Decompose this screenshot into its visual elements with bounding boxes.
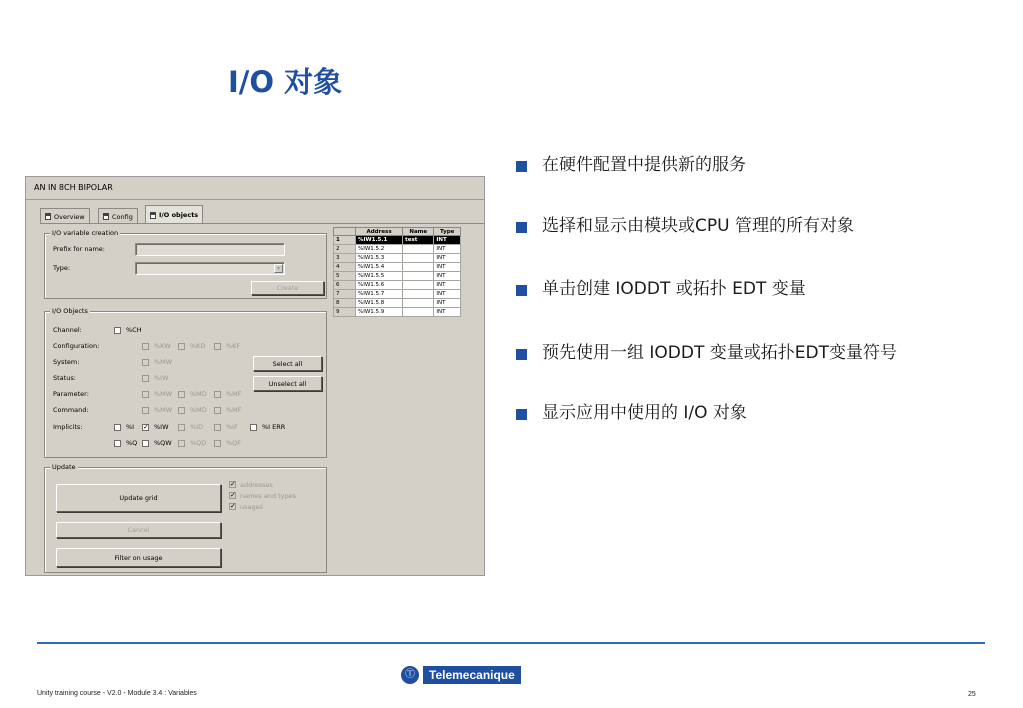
config-kf-checkbox[interactable]	[214, 343, 221, 350]
bullet-square-icon	[516, 285, 527, 296]
course-footer: Unity training course - V2.0 - Module 3.4 : Variables	[37, 690, 197, 697]
group-legend: I/O Objects	[52, 307, 88, 315]
impl-i-label: %I	[126, 423, 135, 431]
system-mw-checkbox[interactable]	[142, 359, 149, 366]
bullet-text: 显示应用中使用的 I/O 对象	[542, 403, 747, 423]
impl-q-checkbox[interactable]	[114, 440, 121, 447]
table-corner	[334, 228, 356, 236]
type-cell: INT	[434, 245, 461, 254]
column-header-address[interactable]: Address	[356, 228, 403, 236]
name-cell[interactable]: test	[403, 236, 434, 245]
bullet-square-icon	[516, 349, 527, 360]
config-kw-checkbox[interactable]	[142, 343, 149, 350]
status-iw-checkbox[interactable]	[142, 375, 149, 382]
slide-title: I/O 对象	[228, 65, 343, 99]
tab-overview[interactable]	[40, 208, 90, 224]
table-row[interactable]	[334, 281, 461, 290]
param-md-label: %MD	[190, 390, 207, 398]
prefix-input[interactable]	[135, 243, 285, 256]
cmd-mw-label: %MW	[154, 406, 173, 414]
logo-wordmark: Telemecanique	[423, 666, 521, 684]
config-kf-label: %KF	[226, 342, 241, 350]
telemecanique-logo	[401, 665, 521, 685]
dropdown-arrow-icon[interactable]: ▾	[274, 264, 283, 273]
tab-io-objects-label: I/O objects	[159, 211, 199, 219]
module-config-window	[25, 176, 485, 576]
create-button[interactable]: Create	[251, 281, 324, 295]
names-types-label: names and types	[240, 492, 297, 500]
address-cell: %IW1.5.3	[356, 254, 403, 263]
type-select[interactable]	[135, 262, 285, 275]
config-kd-checkbox[interactable]	[178, 343, 185, 350]
type-cell: INT	[434, 263, 461, 272]
bullet-text: 选择和显示由模块或CPU 管理的所有对象	[542, 216, 854, 236]
footer-rule	[37, 642, 985, 644]
group-legend: I/O variable creation	[52, 229, 119, 237]
cmd-md-checkbox[interactable]	[178, 407, 185, 414]
address-cell: %IW1.5.1	[356, 236, 403, 245]
impl-qf-checkbox[interactable]	[214, 440, 221, 447]
status-iw-label: %IW	[154, 374, 169, 382]
impl-qw-checkbox[interactable]	[142, 440, 149, 447]
window-title: AN IN 8CH BIPOLAR	[34, 183, 113, 192]
param-mf-checkbox[interactable]	[214, 391, 221, 398]
impl-ierr-label: %I ERR	[262, 423, 286, 431]
impl-qw-label: %QW	[154, 439, 172, 447]
param-mw-checkbox[interactable]	[142, 391, 149, 398]
name-cell[interactable]	[403, 299, 434, 308]
impl-q-label: %Q	[126, 439, 138, 447]
name-cell[interactable]	[403, 281, 434, 290]
implicits-label: Implicits:	[53, 423, 83, 431]
cmd-mf-checkbox[interactable]	[214, 407, 221, 414]
name-cell[interactable]	[403, 245, 434, 254]
type-cell: INT	[434, 290, 461, 299]
filter-on-usage-button[interactable]: Filter on usage	[56, 548, 221, 567]
tab-page-icon	[103, 213, 109, 220]
tab-config-label: Config	[112, 212, 133, 221]
row-number: 8	[334, 299, 356, 308]
address-table	[333, 227, 461, 317]
impl-iw-checkbox[interactable]	[142, 424, 149, 431]
tab-overview-label: Overview	[54, 212, 85, 221]
impl-iw-label: %IW	[154, 423, 169, 431]
row-number: 7	[334, 290, 356, 299]
address-cell: %IW1.5.5	[356, 272, 403, 281]
tab-config[interactable]	[98, 208, 138, 224]
prefix-label: Prefix for name:	[53, 245, 105, 253]
address-cell: %IW1.5.6	[356, 281, 403, 290]
bullet-text: 在硬件配置中提供新的服务	[542, 155, 746, 175]
bullet-text: 单击创建 IODDT 或拓扑 EDT 变量	[542, 279, 806, 299]
usages-checkbox[interactable]	[229, 503, 236, 510]
cmd-mf-label: %MF	[226, 406, 242, 414]
bullet-item	[516, 154, 976, 177]
impl-if-checkbox[interactable]	[214, 424, 221, 431]
table-row[interactable]	[334, 272, 461, 281]
address-cell: %IW1.5.9	[356, 308, 403, 317]
io-variable-creation-group	[44, 229, 327, 299]
io-objects-group	[44, 307, 327, 458]
param-mf-label: %MF	[226, 390, 242, 398]
title-separator	[26, 199, 484, 200]
param-mw-label: %MW	[154, 390, 173, 398]
table-row[interactable]	[334, 308, 461, 317]
page-number: 25	[968, 691, 976, 698]
type-cell: INT	[434, 254, 461, 263]
row-number: 6	[334, 281, 356, 290]
checkbox-check-icon: ✓	[230, 491, 236, 499]
command-label: Command:	[53, 406, 89, 414]
row-number: 5	[334, 272, 356, 281]
bullet-square-icon	[516, 161, 527, 172]
row-number: 3	[334, 254, 356, 263]
bullet-text: 预先使用一组 IODDT 变量或拓扑EDT变量符号	[542, 343, 897, 363]
impl-id-checkbox[interactable]	[178, 424, 185, 431]
table-row[interactable]	[334, 290, 461, 299]
tab-io-objects[interactable]	[145, 205, 203, 224]
type-cell: INT	[434, 272, 461, 281]
impl-id-label: %ID	[190, 423, 204, 431]
bullet-item	[516, 342, 956, 365]
bullet-list	[516, 154, 976, 425]
checkbox-check-icon: ✓	[143, 423, 149, 431]
type-cell: INT	[434, 308, 461, 317]
table-row[interactable]	[334, 263, 461, 272]
usages-label: usages	[240, 503, 264, 511]
channel-ch-label: %CH	[126, 326, 142, 334]
name-cell[interactable]	[403, 263, 434, 272]
cmd-mw-checkbox[interactable]	[142, 407, 149, 414]
bullet-item	[516, 278, 976, 301]
table-row[interactable]	[334, 299, 461, 308]
status-label: Status:	[53, 374, 76, 382]
bullet-square-icon	[516, 409, 527, 420]
select-all-button[interactable]: Select all	[253, 356, 322, 371]
row-number: 2	[334, 245, 356, 254]
parameter-label: Parameter:	[53, 390, 89, 398]
param-md-checkbox[interactable]	[178, 391, 185, 398]
address-cell: %IW1.5.2	[356, 245, 403, 254]
configuration-label: Configuration:	[53, 342, 100, 350]
bullet-square-icon	[516, 222, 527, 233]
table-header-row	[334, 228, 461, 236]
system-label: System:	[53, 358, 80, 366]
channel-ch-checkbox[interactable]	[114, 327, 121, 334]
table-row[interactable]	[334, 254, 461, 263]
group-legend: Update	[52, 463, 76, 471]
telemecanique-logo-icon: Ⓣ	[401, 666, 419, 684]
name-cell[interactable]	[403, 290, 434, 299]
update-grid-button[interactable]: Update grid	[56, 484, 221, 512]
type-label: Type:	[53, 264, 71, 272]
column-header-type[interactable]: Type	[434, 228, 461, 236]
system-mw-label: %MW	[154, 358, 173, 366]
row-number: 1	[334, 236, 356, 245]
config-kw-label: %KW	[154, 342, 171, 350]
impl-qd-checkbox[interactable]	[178, 440, 185, 447]
column-header-name[interactable]: Name	[403, 228, 434, 236]
name-cell[interactable]	[403, 254, 434, 263]
impl-if-label: %IF	[226, 423, 238, 431]
channel-label: Channel:	[53, 326, 82, 334]
tab-pane-border	[40, 223, 485, 224]
name-cell[interactable]	[403, 308, 434, 317]
tab-page-icon	[150, 212, 156, 219]
row-number: 4	[334, 263, 356, 272]
impl-qf-label: %QF	[226, 439, 242, 447]
address-cell: %IW1.5.7	[356, 290, 403, 299]
addresses-checkbox[interactable]	[229, 481, 236, 488]
bullet-item	[516, 402, 976, 425]
addresses-label: addresses	[240, 481, 273, 489]
names-types-checkbox[interactable]	[229, 492, 236, 499]
impl-i-checkbox[interactable]	[114, 424, 121, 431]
config-kd-label: %KD	[190, 342, 206, 350]
address-cell: %IW1.5.4	[356, 263, 403, 272]
cancel-button[interactable]: Cancel	[56, 522, 221, 538]
table-row[interactable]	[334, 245, 461, 254]
table-row[interactable]	[334, 236, 461, 245]
type-cell: INT	[434, 281, 461, 290]
type-cell: INT	[434, 299, 461, 308]
tab-page-icon	[45, 213, 51, 220]
impl-ierr-checkbox[interactable]	[250, 424, 257, 431]
address-cell: %IW1.5.8	[356, 299, 403, 308]
type-cell: INT	[434, 236, 461, 245]
checkbox-check-icon: ✓	[230, 480, 236, 488]
unselect-all-button[interactable]: Unselect all	[253, 376, 322, 391]
update-group	[44, 463, 327, 573]
impl-qd-label: %QD	[190, 439, 207, 447]
row-number: 9	[334, 308, 356, 317]
bullet-item	[516, 215, 976, 238]
checkbox-check-icon: ✓	[230, 502, 236, 510]
cmd-md-label: %MD	[190, 406, 207, 414]
name-cell[interactable]	[403, 272, 434, 281]
